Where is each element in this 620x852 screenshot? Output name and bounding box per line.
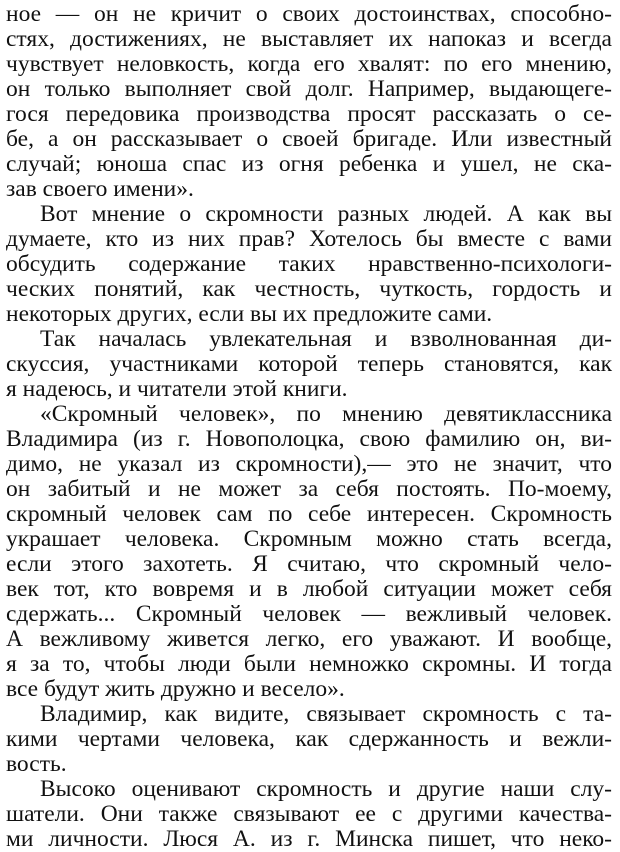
text-line: Владимир, как видите, связывает скромность с та- bbox=[40, 701, 612, 727]
text-line: сдержать... Скромный человек — вежливый человек. bbox=[6, 601, 612, 627]
text-line: Высоко оценивают скромность и другие наши слу- bbox=[40, 776, 612, 802]
text-line: «Скромный человек», по мнению девятиклассника bbox=[40, 401, 612, 427]
text-line: украшает человека. Скромным можно стать всегда, bbox=[6, 526, 612, 552]
text-line: ное — он не кричит о своих достоинствах, способно- bbox=[6, 1, 612, 27]
text-line: чувствует неловкость, когда его хвалят: по его мнению, bbox=[6, 51, 612, 77]
text-line: я надеюсь, и читатели этой книги. bbox=[6, 376, 348, 402]
text-line: зав своего имени». bbox=[6, 176, 194, 202]
text-line: шатели. Они также связывают ее с другими качества- bbox=[6, 801, 612, 827]
text-line: вость. bbox=[6, 751, 67, 777]
text-line: кими чертами человека, как сдержанность и вежли- bbox=[6, 726, 612, 752]
paragraph bbox=[6, 327, 612, 402]
text-line: Так началась увлекательная и взволнованная ди- bbox=[40, 326, 612, 352]
text-line: думаете, кто из них прав? Хотелось бы вместе с вами bbox=[6, 226, 612, 252]
text-line: бе, а он рассказывает о своей бригаде. Или известный bbox=[6, 126, 612, 152]
paragraph bbox=[6, 402, 612, 702]
paragraph bbox=[6, 2, 612, 202]
text-line: Владимира (из г. Новополоцка, свою фамилию он, ви- bbox=[6, 426, 612, 452]
text-line: Вот мнение о скромности разных людей. А как вы bbox=[40, 201, 612, 227]
text-line: ческих понятий, как честность, чуткость, гордость и bbox=[6, 276, 612, 302]
text-line: А вежливому живется легко, его уважают. И вообще, bbox=[6, 626, 612, 652]
text-line: все будут жить дружно и весело». bbox=[6, 676, 345, 702]
text-line: гося передовика производства просят рассказать о се- bbox=[6, 101, 612, 127]
paragraph bbox=[6, 777, 612, 852]
paragraph bbox=[6, 202, 612, 327]
text-line: обсудить содержание таких нравственно-психологи- bbox=[6, 251, 612, 277]
text-line: скромный человек сам по себе интересен. Скромность bbox=[6, 501, 612, 527]
text-line: ми личности. Люся А. из г. Минска пишет, что неко- bbox=[6, 826, 612, 852]
text-line: я за то, чтобы люди были немножко скромны. И тогда bbox=[6, 651, 612, 677]
text-line: димо, не указал из скромности),— это не значит, что bbox=[6, 451, 612, 477]
text-line: он забитый и не может за себя постоять. По-моему, bbox=[6, 476, 612, 502]
text-line: скуссия, участниками которой теперь становятся, как bbox=[6, 351, 612, 377]
text-line: если этого захотеть. Я считаю, что скромный чело- bbox=[6, 551, 612, 577]
text-line: он только выполняет свой долг. Например, выдающеге- bbox=[6, 76, 612, 102]
text-line: некоторых других, если вы их предложите сами. bbox=[6, 301, 493, 327]
paragraph bbox=[6, 702, 612, 777]
text-line: случай; юноша спас из огня ребенка и ушел, не ска- bbox=[6, 151, 612, 177]
text-line: стях, достижениях, не выставляет их напоказ и всегда bbox=[6, 26, 612, 52]
text-line: век тот, кто вовремя и в любой ситуации может себя bbox=[6, 576, 612, 602]
